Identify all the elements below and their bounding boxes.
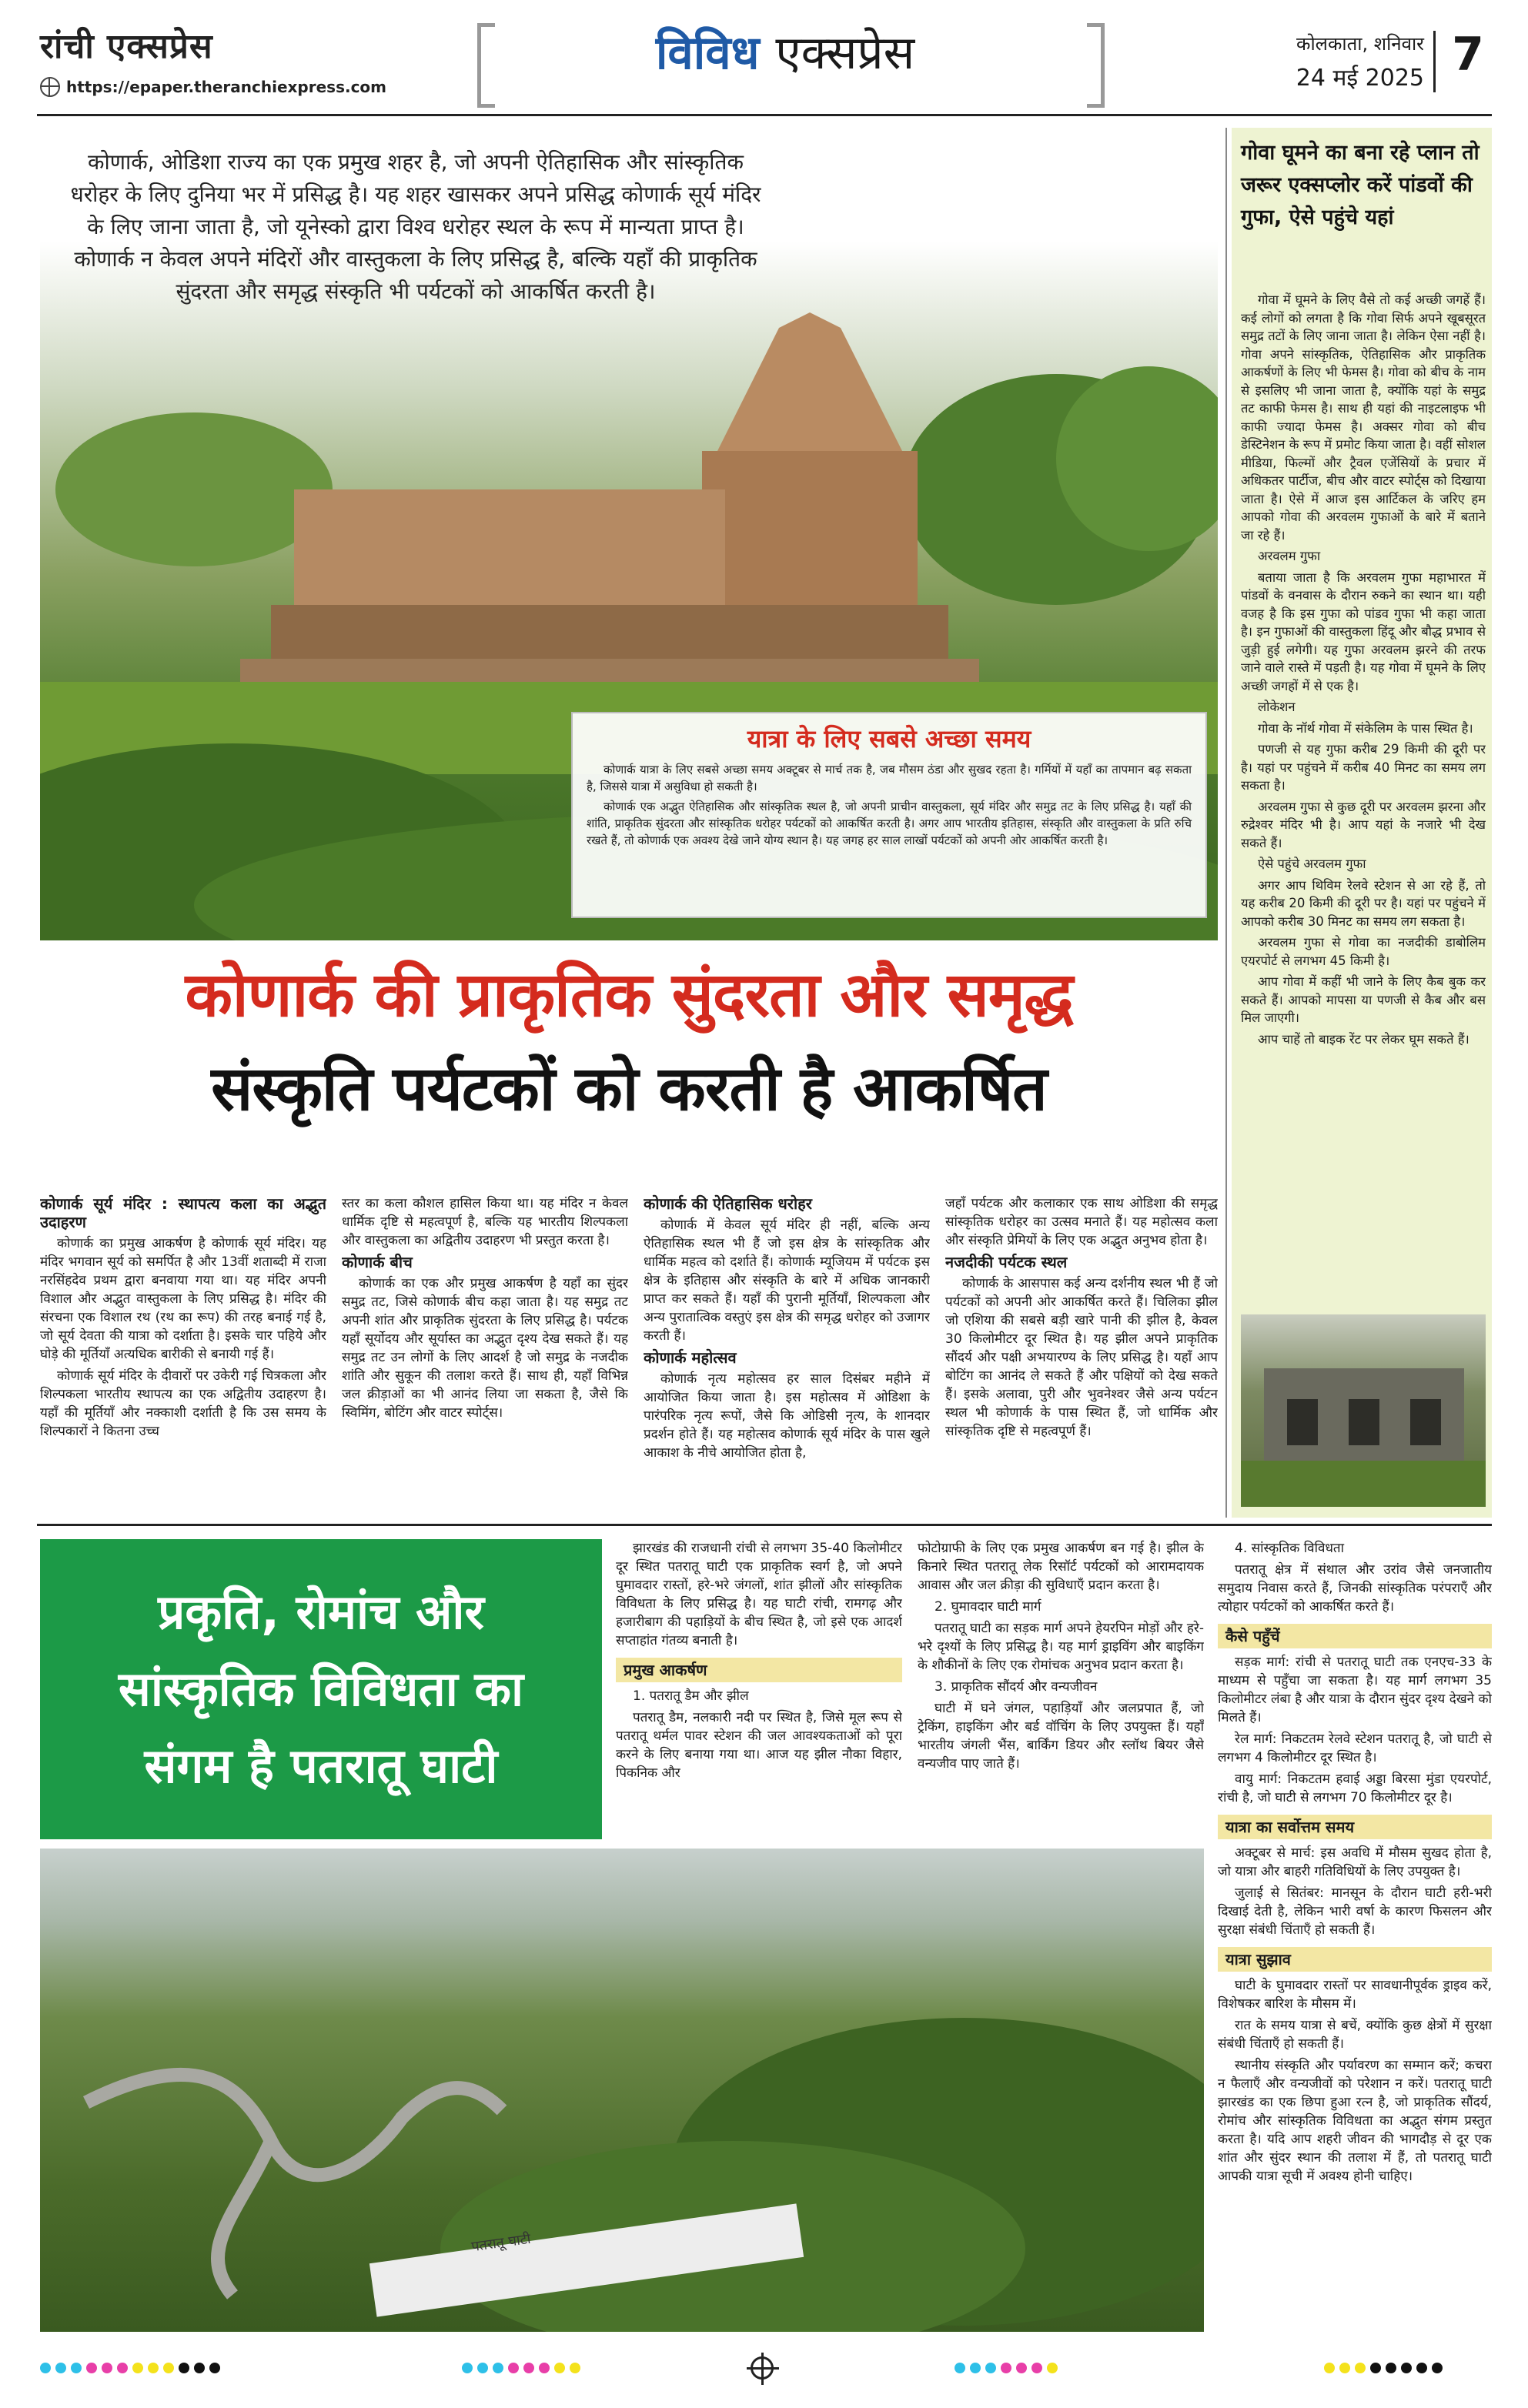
paragraph: अरवलम गुफा से गोवा का नजदीकी डाबोलिम एयरपोर्ट से लगभग 45 किमी है। <box>1241 935 1486 968</box>
sub-heading-box: यात्रा का सर्वोत्तम समय <box>1218 1815 1492 1839</box>
konark-intro <box>62 146 770 308</box>
paragraph: सड़क मार्ग: रांची से पतरातू घाटी तक एनएच-33 के माध्यम से पहुँचा जा सकता है। यह मार्ग लगभग 35 किलोमीटर लंबा है और यात्रा के दौरान सुंदर दृश्य देखने को मिलते हैं। <box>1218 1655 1492 1725</box>
best-time-box <box>571 712 1207 918</box>
paragraph: गोवा के नॉर्थ गोवा में संकेलिम के पास स्थित है। <box>1258 720 1473 736</box>
paragraph: लोकेशन <box>1258 700 1296 714</box>
goa-headline <box>1241 137 1486 234</box>
paragraph: 2. घुमावदार घाटी मार्ग <box>935 1599 1042 1615</box>
paragraph: 1. पतरातू डैम और झील <box>633 1688 749 1704</box>
cave-photo <box>1241 1314 1486 1507</box>
masthead <box>0 0 1528 115</box>
paragraph: घाटी के घुमावदार रास्तों पर सावधानीपूर्वक ड्राइव करें, विशेषकर बारिश के मौसम में। <box>1218 1978 1492 2012</box>
paragraph: फोटोग्राफी के लिए एक प्रमुख आकर्षण बन गई है। झील के किनारे स्थित पतरातू लेक रिसॉर्ट पर्यटकों को आरामदायक आवास और जल क्रीड़ा की सुविधाएँ प्रदान करता है। <box>918 1541 1204 1593</box>
sub-heading: नजदीकी पर्यटक स्थल <box>945 1253 1068 1271</box>
paragraph: 4. सांस्कृतिक विविधता <box>1235 1541 1344 1556</box>
sub-heading-box: प्रमुख आकर्षण <box>616 1658 902 1682</box>
page-number-divider <box>1433 31 1436 92</box>
goa-body <box>1241 291 1486 1311</box>
cave-illustration <box>1241 1314 1486 1507</box>
best-time-paragraph: कोणार्क यात्रा के लिए सबसे अच्छा समय अक्टूबर से मार्च तक है, जब मौसम ठंडा और सुखद रहता है। गर्मियों में यहाँ का तापमान बढ़ सकता है, जिससे यात्रा में असुविधा हो सकती है। <box>587 763 1192 793</box>
section-rule <box>37 1524 1492 1526</box>
konark-intro-text: कोणार्क, ओडिशा राज्य का एक प्रमुख शहर है, जो अपनी ऐतिहासिक और सांस्कृतिक धरोहर के लिए दुनिया भर में प्रसिद्ध है। यह शहर खासकर अपने प्रसिद्ध कोणार्क सूर्य मंदिर के लिए जाना जाता है, जो यूनेस्को द्वारा विश्व धरोहर स्थल के रूप में मान्यता प्राप्त है। कोणार्क न केवल अपने मंदिरों और वास्तुकला के लिए प्रसिद्ध है, बल्कि यहाँ की प्राकृतिक सुंदरता और समृद्ध संस्कृति भी पर्यटकों को आकर्षित करती है। <box>70 149 761 304</box>
sub-heading: कोणार्क बीच <box>342 1253 413 1271</box>
paragraph: जहाँ पर्यटक और कलाकार एक साथ ओडिशा की समृद्ध सांस्कृतिक धरोहर का उत्सव मनाते हैं। यह महोत्सव कला और संस्कृति प्रेमियों के लिए एक अद्भुत अनुभव होता है। <box>945 1196 1218 1248</box>
paragraph: कोणार्क में केवल सूर्य मंदिर ही नहीं, बल्कि अन्य ऐतिहासिक स्थल भी हैं जो इस क्षेत्र के सांस्कृतिक और धार्मिक महत्व को दर्शाते हैं। कोणार्क म्यूजियम में पर्यटक इस क्षेत्र के इतिहास और संस्कृति के बारे में अधिक जानकारी प्राप्त कर सकते हैं। यहाँ की पुरानी मूर्तियाँ, शिल्पकला और अन्य पुरातात्विक वस्तुएं इस क्षेत्र की समृद्ध धरोहर को उजागर करती हैं। <box>644 1217 930 1344</box>
paragraph: ऐसे पहुंचे अरवलम गुफा <box>1258 857 1366 871</box>
section-title <box>608 26 962 80</box>
paragraph: अरवलम गुफा <box>1258 549 1321 563</box>
color-bar-mid-left <box>462 2363 580 2373</box>
konark-column-3 <box>644 1194 930 1510</box>
color-bar-left <box>40 2363 220 2373</box>
best-time-paragraph: कोणार्क एक अद्भुत ऐतिहासिक और सांस्कृतिक स्थल है, जो अपनी प्राचीन वास्तुकला, सूर्य मंदिर और समुद्र तट के लिए प्रसिद्ध है। यहाँ की शांति, प्राकृतिक सुंदरता और सांस्कृतिक धरोहर पर्यटकों को आकर्षित करती है। अगर आप भारतीय इतिहास, संस्कृति और वास्तुकला के प्रति रुचि रखते हैं, तो कोणार्क एक अवश्य देखे जाने योग्य स्थान है। यह जगह हर साल लाखों पर्यटकों को अपनी ओर आकर्षित करती है। <box>587 800 1192 847</box>
paragraph: कोणार्क नृत्य महोत्सव हर साल दिसंबर महीने में आयोजित किया जाता है। इस महोत्सव में ओडिशा के पारंपरिक नृत्य रूपों, जैसे कि ओडिसी नृत्य, के शानदार प्रदर्शन होते हैं। यह महोत्सव कोणार्क सूर्य मंदिर के पास खुले आकाश के नीचे आयोजित होता है, <box>644 1371 930 1461</box>
paragraph: अगर आप थिविम रेलवे स्टेशन से आ रहे हैं, तो यह करीब 20 किमी की दूरी पर है। यहां पर पहुंचने में आपको करीब 30 मिनट का समय लग सकता है। <box>1241 877 1486 929</box>
sub-heading-box: यात्रा सुझाव <box>1218 1947 1492 1972</box>
sub-heading: कोणार्क सूर्य मंदिर : स्थापत्य कला का अद्भुत उदाहरण <box>40 1194 326 1231</box>
paragraph: बताया जाता है कि अरवलम गुफा महाभारत में पांडवों के वनवास के दौरान रुकने का स्थान था। यही वजह है कि इस गुफा को पांडव गुफा भी कहा जाता है। इन गुफाओं की वास्तुकला हिंदू और बौद्ध प्रभाव से जुड़ी हुई लगेगी। यह गुफा अरवलम झरने की तरफ जाने वाले रास्ते में पड़ती है। यह गोवा में घूमने के लिए अच्छी जगहों में से एक है। <box>1241 569 1486 693</box>
paragraph: आप चाहें तो बाइक रेंट पर लेकर घूम सकते हैं। <box>1258 1031 1469 1047</box>
sub-heading-box: कैसे पहुँचें <box>1218 1624 1492 1648</box>
masthead-rule <box>37 114 1492 116</box>
konark-column-2 <box>342 1194 628 1510</box>
patratu-headline-line: सांस्कृतिक विविधता का <box>118 1661 524 1717</box>
paragraph: रात के समय यात्रा से बचें, क्योंकि कुछ क्षेत्रों में सुरक्षा संबंधी चिंताएँ हो सकती हैं। <box>1218 2018 1492 2052</box>
masthead-logo <box>40 22 317 68</box>
paragraph: घाटी में घने जंगल, पहाड़ियाँ और जलप्रपात हैं, जो ट्रेकिंग, हाइकिंग और बर्ड वॉचिंग के लिए उपयुक्त हैं। यहाँ भारतीय जंगली भैंस, बार्किंग डियर और स्लॉथ बियर जैसे वन्यजीव पाए जाते हैं। <box>918 1701 1204 1772</box>
patratu-column-2 <box>918 1539 1204 1847</box>
url-line[interactable] <box>40 77 386 97</box>
logo-text: रांची एक्सप्रेस <box>40 27 213 66</box>
color-bar-mid-right <box>955 2363 1058 2373</box>
paragraph: रेल मार्ग: निकटतम रेलवे स्टेशन पतरातू है, जो घाटी से लगभग 4 किलोमीटर दूर स्थित है। <box>1218 1732 1492 1765</box>
patratu-valley-photo <box>40 1849 1204 2332</box>
paragraph: अरवलम गुफा से कुछ दूरी पर अरवलम झरना और रुद्रेश्वर मंदिर भी है। आप यहां के नजारे भी देख सकते हैं। <box>1241 799 1486 850</box>
paragraph: पतरातू क्षेत्र में संथाल और उरांव जैसे जनजातीय समुदाय निवास करते हैं, जिनकी सांस्कृतिक परंपराएँ और त्योहार पर्यटकों को आकर्षित करते हैं। <box>1218 1562 1492 1615</box>
patratu-headline-box <box>40 1539 602 1839</box>
sub-heading: कोणार्क महोत्सव <box>644 1348 737 1367</box>
bracket-right <box>1087 23 1105 108</box>
paragraph: कोणार्क के आसपास कई अन्य दर्शनीय स्थल भी हैं जो पर्यटकों को अपनी ओर आकर्षित करते हैं। चिलिका झील जो एशिया की सबसे बड़ी खारे पानी की झील है, केवल 30 किलोमीटर दूर स्थित है। यह झील अपने प्राकृतिक सौंदर्य और पक्षी अभयारण्य के लिए प्रसिद्ध है। यहाँ आप बोटिंग का आनंद ले सकते हैं और पक्षियों को देख सकते हैं। इसके अलावा, पुरी और भुवनेश्वर जैसे अन्य पर्यटन स्थल भी कोणार्क के पास स्थित हैं, जो धार्मिक और सांस्कृतिक दृष्टि से महत्वपूर्ण हैं। <box>945 1276 1218 1439</box>
paragraph: स्तर का कला कौशल हासिल किया था। यह मंदिर न केवल धार्मिक दृष्टि से महत्वपूर्ण है, बल्कि यह भारतीय शिल्पकला और वास्तुकला का अद्वितीय उदाहरण भी प्रस्तुत करता है। <box>342 1196 628 1248</box>
patratu-headline-line: संगम है पतरातू घाटी <box>144 1738 498 1794</box>
paragraph: पतरातू डैम, नलकारी नदी पर स्थित है, जिसे मूल रूप से पतरातू थर्मल पावर स्टेशन की जल आवश्यकताओं को पूरा करने के लिए बनाया गया था। आज यह झील नौका विहार, पिकनिक और <box>616 1710 902 1781</box>
konark-headline-line1 <box>40 953 1218 1037</box>
city-day: कोलकाता, शनिवार <box>1296 33 1424 55</box>
issue-date: 24 मई 2025 <box>1296 65 1424 92</box>
valley-sign: पतरातू घाटी <box>470 2230 532 2256</box>
konark-headline-text-1: कोणार्क की प्राकृतिक सुंदरता और समृद्ध <box>185 959 1073 1030</box>
best-time-title: यात्रा के लिए सबसे अच्छा समय <box>747 724 1031 753</box>
goa-sidebar-divider <box>1225 128 1227 1518</box>
page-number: 7 <box>1452 28 1484 82</box>
konark-column-4 <box>945 1194 1218 1510</box>
konark-headline-text-2: संस्कृति पर्यटकों को करती है आकर्षित <box>211 1053 1047 1124</box>
section-title-part1: विविध <box>655 26 760 80</box>
epaper-url[interactable]: https://epaper.theranchiexpress.com <box>66 78 387 96</box>
paragraph: गोवा में घूमने के लिए वैसे तो कई अच्छी जगहें हैं। कई लोगों को लगता है कि गोवा सिर्फ अपने खूबसूरत समुद्र तटों के लिए जाना जाता है। लेकिन ऐसा नहीं है। गोवा अपने सांस्कृतिक, ऐतिहासिक और प्राकृतिक आकर्षणों के लिए भी फेमस है। गोवा को बीच के नाम से इसलिए भी जाना जाता है, क्योंकि यहां के समुद्र तट काफी फेमस है। साथ ही यहां की नाइटलाइफ भी काफी ज्यादा फेमस है। अक्सर गोवा को बीच डेस्टिनेशन के रूप में प्रमोट किया जाता है। वहीं सोशल मीडिया, फिल्मों और ट्रैवल एजेंसियों के प्रचार में अधिकतर पार्टीज, बीच और वाटर स्पोर्ट्स को दिखाया जाता है। ऐसे में आज इस आर्टिकल के जरिए हम आपको गोवा की अरवलम गुफाओं के बारे में बताने जा रहे हैं। <box>1241 292 1486 543</box>
konark-headline-line2 <box>40 1047 1218 1131</box>
sub-heading: कोणार्क की ऐतिहासिक धरोहर <box>644 1194 812 1213</box>
paragraph: कोणार्क का एक और प्रमुख आकर्षण है यहाँ का सुंदर समुद्र तट, जिसे कोणार्क बीच कहा जाता है। यह समुद्र तट अपनी शांत और प्राकृतिक सुंदरता के लिए प्रसिद्ध है। पर्यटक यहाँ सूर्योदय और सूर्यास्त का अद्भुत दृश्य देख सकते हैं। यह समुद्र तट उन लोगों के लिए आदर्श है जो समुद्र के नजदीक शांति और सुकून की तलाश करते हैं। साथ ही, यहाँ विभिन्न जल क्रीड़ाओं का भी आनंद लिया जा सकता है, जैसे कि स्विमिंग, बोटिंग और वाटर स्पोर्ट्स। <box>342 1276 628 1421</box>
section-title-part2: एक्सप्रेस <box>775 26 915 80</box>
patratu-column-3 <box>1218 1539 1492 2332</box>
paragraph: अक्टूबर से मार्च: इस अवधि में मौसम सुखद होता है, जो यात्रा और बाहरी गतिविधियों के लिए उपयुक्त है। <box>1218 1845 1492 1879</box>
konark-column-1 <box>40 1194 326 1510</box>
dateline <box>1255 31 1424 92</box>
globe-icon <box>40 77 60 97</box>
goa-headline-text: गोवा घूमने का बना रहे प्लान तो जरूर एक्सप्लोर करें पांडवों की गुफा, ऐसे पहुंचे यहां <box>1241 141 1480 229</box>
paragraph: कोणार्क का प्रमुख आकर्षण है कोणार्क सूर्य मंदिर। यह मंदिर भगवान सूर्य को समर्पित है और 13वीं शताब्दी में राजा नरसिंहदेव प्रथम द्वारा बनवाया गया था। यह मंदिर अपनी विशाल और अद्भुत वास्तुकला के लिए प्रसिद्ध है। मंदिर की संरचना एक विशाल रथ (रथ का रूप) की तरह बनाई गई है, जो सूर्य देवता की यात्रा को दर्शाता है। इसके चार पहिये और घोड़े की मूर्तियाँ अत्यधिक बारीकी से बनायी गई हैं। <box>40 1236 326 1362</box>
paragraph: वायु मार्ग: निकटतम हवाई अड्डा बिरसा मुंडा एयरपोर्ट, रांची है, जो घाटी से लगभग 70 किलोमीटर दूर है। <box>1218 1772 1492 1805</box>
paragraph: आप गोवा में कहीं भी जाने के लिए कैब बुक कर सकते हैं। आपको मापसा या पणजी से कैब और बस मिल जाएगी। <box>1241 974 1486 1025</box>
paragraph: पणजी से यह गुफा करीब 29 किमी की दूरी पर है। यहां पर पहुंचने में करीब 40 मिनट का समय लग सकता है। <box>1241 742 1486 793</box>
paragraph: 3. प्राकृतिक सौंदर्य और वन्यजीवन <box>935 1679 1098 1695</box>
paragraph: स्थानीय संस्कृति और पर्यावरण का सम्मान करें; कचरा न फैलाएँ और वन्यजीवों को परेशान न करें। पतरातू घाटी झारखंड का एक छिपा हुआ रत्न है, जो प्राकृतिक सौंदर्य, रोमांच और सांस्कृतिक विविधता का अद्भुत संगम प्रस्तुत करता है। यदि आप शहरी जीवन की भागदौड़ से दूर एक शांत और सुंदर स्थान की तलाश में हैं, तो पतरातू घाटी आपकी यात्रा सूची में अवश्य होनी चाहिए। <box>1218 2058 1492 2184</box>
paragraph: पतरातू घाटी का सड़क मार्ग अपने हेयरपिन मोड़ों और हरे-भरे दृश्यों के लिए प्रसिद्ध है। यह मार्ग ड्राइविंग और बाइकिंग के शौकीनों के लिए एक रोमांचक अनुभव प्रदान करता है। <box>918 1621 1204 1673</box>
patratu-column-1 <box>616 1539 902 1847</box>
bracket-left <box>477 23 495 108</box>
color-bar-right <box>1324 2363 1443 2373</box>
patratu-headline-line: प्रकृति, रोमांच और <box>158 1584 484 1640</box>
paragraph: जुलाई से सितंबर: मानसून के दौरान घाटी हरी-भरी दिखाई देती है, लेकिन भारी वर्षा के कारण फिसलन और सुरक्षा संबंधी चिंताएँ हो सकती हैं। <box>1218 1885 1492 1938</box>
paragraph: झारखंड की राजधानी रांची से लगभग 35-40 किलोमीटर दूर स्थित पतरातू घाटी एक प्राकृतिक स्वर्ग है, जो अपने घुमावदार रास्तों, हरे-भरे जंगलों, शांत झीलों और सांस्कृतिक विविधता के लिए प्रसिद्ध है। यह घाटी रांची, रामगढ़ और हजारीबाग की पहाड़ियों के बीच स्थित है, जो इसे एक आदर्श सप्ताहांत गंतव्य बनाती है। <box>616 1541 902 1648</box>
valley-illustration <box>40 1849 1204 2332</box>
paragraph: कोणार्क सूर्य मंदिर के दीवारों पर उकेरी गई चित्रकला और शिल्पकला भारतीय स्थापत्य का एक अद्वितीय उदाहरण है। यहाँ की मूर्तियाँ और नक्काशी दर्शाती है कि उस समय के शिल्पकारों ने कितना उच्च <box>40 1368 326 1439</box>
crosshair-icon <box>751 2356 774 2380</box>
